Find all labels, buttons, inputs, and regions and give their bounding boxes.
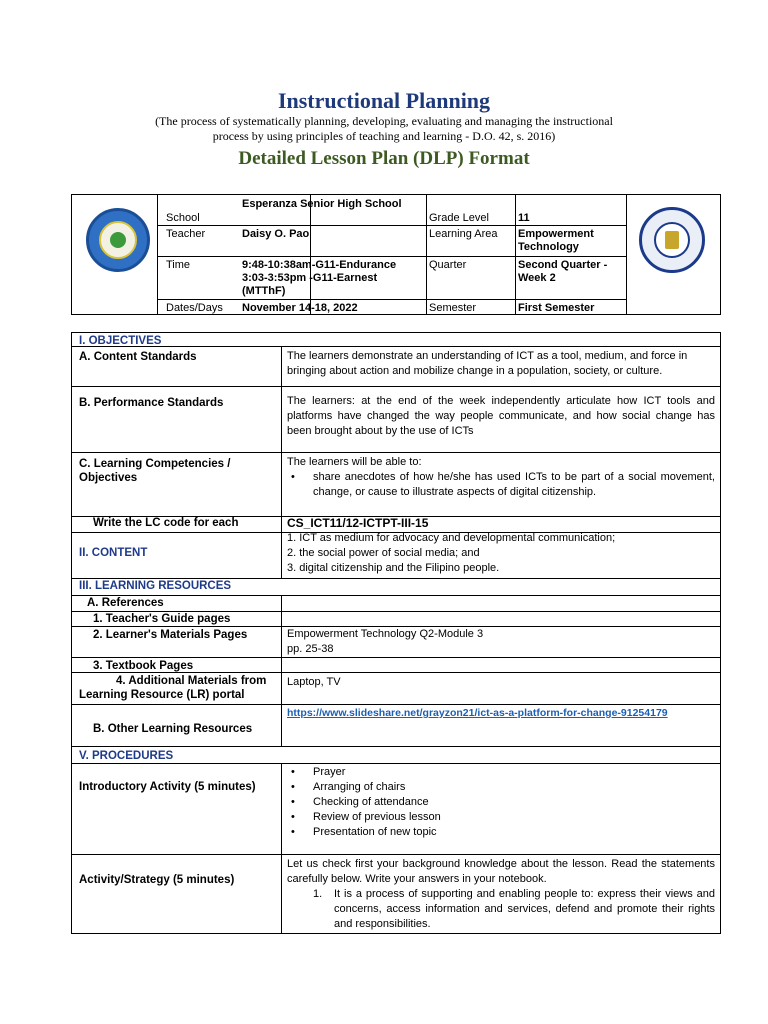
quarter-line-1: Second Quarter - (518, 259, 608, 271)
school-value: Esperanza Senior High School (242, 198, 402, 210)
resources-heading: III. LEARNING RESOURCES (79, 580, 232, 592)
document-subtitle (110, 114, 658, 144)
competencies-bullet: • share anecdotes of how he/she has used ICTs to be part of a social movement, change, or cause to illustrate aspects of digital citizenship. (287, 470, 715, 500)
other-resources-label: B. Other Learning Resources (93, 723, 253, 735)
lesson-info-box (71, 194, 721, 315)
content-heading: II. CONTENT (79, 547, 148, 559)
format-title: Detailed Lesson Plan (DLP) Format (238, 148, 530, 169)
grade-label: Grade Level (429, 212, 489, 224)
intro-item-presentation: • Presentation of new topic (287, 825, 715, 840)
quarter-label: Quarter (429, 259, 467, 271)
textbook-label: 3. Textbook Pages (93, 660, 194, 672)
learners-materials-line-2: pp. 25-38 (287, 643, 334, 655)
subtitle-line-1: (The process of systematically planning, developing, evaluating and managing the instructional (155, 114, 613, 128)
time-line-3: (MTThF) (242, 285, 286, 297)
area-value (518, 228, 594, 254)
quarter-line-2: Week 2 (518, 272, 556, 284)
area-line-1: Empowerment (518, 228, 594, 240)
content-standards-text: The learners demonstrate an understanding of ICT as a tool, medium, and force in bringing about action and mobilize change in a population, society, or culture. (287, 350, 688, 377)
teacher-value: Daisy O. Pao (242, 228, 310, 240)
intro-item-chairs: • Arranging of chairs (287, 780, 715, 795)
deped-seal-logo (639, 207, 705, 273)
objectives-heading: I. OBJECTIVES (79, 335, 162, 347)
additional-label-line-1: 4. Additional Materials from (116, 675, 267, 687)
content-list (287, 531, 715, 576)
competencies-text (287, 455, 715, 500)
introductory-activity-label: Introductory Activity (5 minutes) (79, 781, 256, 793)
lc-code-label: Write the LC code for each (93, 517, 239, 529)
document-title: Instructional Planning (277, 88, 491, 113)
additional-materials-value: Laptop, TV (287, 676, 341, 688)
competencies-intro: The learners will be able to: (287, 456, 422, 468)
subtitle-line-2: process by using principles of teaching and learning - D.O. 42, s. 2016) (212, 129, 556, 143)
references-label: A. References (87, 597, 164, 609)
intro-item-prayer: • Prayer (287, 765, 715, 780)
activity-item-number: 1. (313, 888, 323, 900)
activity-item-text: It is a process of supporting and enabling people to: express their views and concerns, access information and services, defend and promote their rights and responsibilities. (334, 888, 715, 930)
additional-label-line-2: Learning Resource (LR) portal (79, 689, 245, 701)
content-item-1: 1. ICT as medium for advocacy and developmental communication; (287, 532, 616, 544)
area-line-2: Technology (518, 241, 579, 253)
learners-materials-label: 2. Learner's Materials Pages (93, 629, 248, 641)
school-seal-logo (86, 208, 150, 272)
competencies-label (79, 457, 230, 485)
time-line-2: 3:03-3:53pm -G11-Earnest (242, 272, 378, 284)
competencies-label-line-1: C. Learning Competencies / (79, 458, 231, 470)
activity-item-1 (287, 887, 715, 932)
teacher-label: Teacher (166, 228, 206, 240)
lc-code-value: CS_ICT11/12-ICTPT-III-15 (287, 516, 429, 530)
quarter-value (518, 259, 607, 285)
teachers-guide-label: 1. Teacher's Guide pages (93, 613, 231, 625)
learners-materials-value (287, 627, 715, 657)
time-line-1: 9:48-10:38am-G11-Endurance (242, 259, 397, 271)
dates-value: November 14-18, 2022 (242, 302, 358, 314)
competencies-label-line-2: Objectives (79, 472, 138, 484)
content-standards-label: A. Content Standards (79, 351, 197, 363)
activity-strategy-text (287, 857, 715, 932)
dates-label: Dates/Days (166, 302, 223, 314)
content-item-2: 2. the social power of social media; and (287, 547, 480, 559)
semester-value: First Semester (518, 302, 595, 314)
procedures-heading: V. PROCEDURES (79, 750, 174, 762)
content-item-3: 3. digital citizenship and the Filipino people. (287, 562, 500, 574)
learners-materials-line-1: Empowerment Technology Q2-Module 3 (287, 628, 484, 640)
area-label: Learning Area (429, 228, 498, 240)
semester-label: Semester (429, 302, 477, 314)
intro-item-review: • Review of previous lesson (287, 810, 715, 825)
slideshare-link[interactable]: https://www.slideshare.net/grayzon21/ict-as-a-platform-for-change-91254179 (287, 707, 668, 719)
activity-instructions: Let us check first your background knowledge about the lesson. Read the statements carefully below. Write your answers in your notebook. (287, 858, 715, 885)
introductory-activity-list (287, 765, 715, 840)
intro-item-attendance: • Checking of attendance (287, 795, 715, 810)
time-value (242, 259, 396, 298)
performance-standards-label: B. Performance Standards (79, 397, 224, 409)
school-label: School (166, 212, 200, 224)
time-label: Time (166, 259, 191, 271)
lesson-plan-table (71, 332, 721, 934)
performance-standards-text: The learners: at the end of the week independently articulate how ICT tools and platforms have changed the way people communicate, and how social change has been brought about by the use of ICTs (287, 395, 715, 437)
additional-materials-label (79, 674, 277, 702)
grade-value: 11 (518, 212, 530, 224)
activity-strategy-label: Activity/Strategy (5 minutes) (79, 874, 235, 886)
